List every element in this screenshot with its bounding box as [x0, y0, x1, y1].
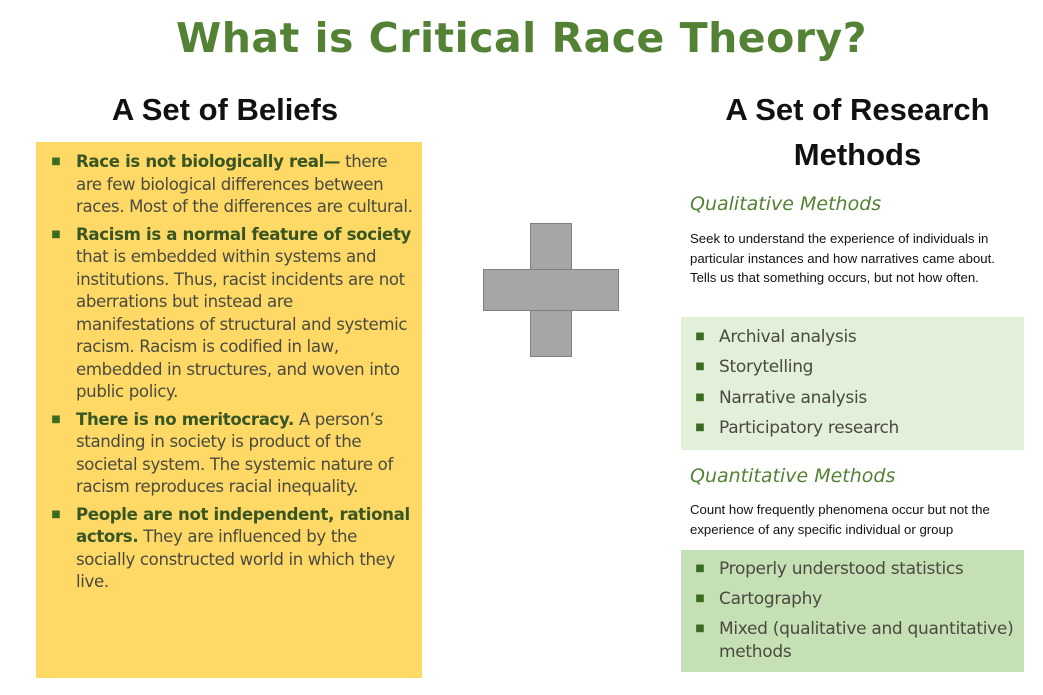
belief-item — [36, 409, 414, 499]
belief-emphasis: Race is not biologically real— — [76, 152, 341, 171]
method-label: Storytelling — [719, 357, 814, 378]
list-item — [681, 326, 1024, 349]
plus-icon-center — [531, 270, 571, 310]
belief-body: that is embedded within systems and institutions. Thus, racist incidents are not aberrations but instead are manifestations of structural and systemic racism. Racism is codified in law, embedded in structures, and woven into public policy. — [76, 247, 408, 401]
methods-heading: A Set of Research Methods — [725, 92, 990, 172]
belief-text — [76, 224, 414, 404]
list-item — [681, 417, 1024, 440]
list-item — [681, 387, 1024, 410]
belief-body: They are influenced by the socially constructed world in which they live. — [76, 527, 395, 591]
belief-body: there are few biological differences between races. Most of the differences are cultural. — [76, 152, 413, 216]
method-label: Participatory research — [719, 417, 900, 438]
square-bullet-icon: ■ — [51, 156, 61, 167]
belief-item — [36, 151, 414, 219]
method-label: Properly understood statistics — [719, 559, 964, 579]
belief-text — [76, 151, 414, 219]
list-item — [681, 356, 1024, 379]
square-bullet-icon: ■ — [695, 623, 705, 634]
page-title: What is Critical Race Theory? — [176, 14, 867, 62]
belief-text — [76, 409, 414, 499]
qualitative-methods-box — [681, 317, 1024, 450]
method-label: Mixed (qualitative and quantitative) methods — [719, 619, 1014, 662]
square-bullet-icon: ■ — [695, 391, 705, 403]
qualitative-heading: Qualitative Methods — [690, 193, 882, 215]
belief-item — [36, 504, 414, 594]
square-bullet-icon: ■ — [695, 563, 705, 574]
square-bullet-icon: ■ — [51, 228, 61, 240]
method-label: Narrative analysis — [719, 387, 867, 408]
square-bullet-icon: ■ — [695, 331, 705, 342]
belief-emphasis: Racism is a normal feature of society — [76, 224, 411, 244]
quantitative-description: Count how frequently phenomena occur but not the experience of any specific individual or group — [690, 502, 990, 537]
square-bullet-icon: ■ — [695, 361, 705, 373]
list-item — [681, 588, 1024, 611]
quantitative-heading: Quantitative Methods — [690, 465, 896, 487]
belief-body: A person’s standing in society is product of the societal system. The systemic nature of racism reproduces racial inequality. — [76, 409, 393, 496]
square-bullet-icon: ■ — [51, 508, 61, 520]
belief-emphasis: There is no meritocracy. — [76, 409, 294, 429]
beliefs-heading: A Set of Beliefs — [111, 92, 339, 127]
square-bullet-icon: ■ — [695, 593, 705, 604]
square-bullet-icon: ■ — [695, 421, 705, 433]
belief-emphasis: People are not independent, rational actors. — [76, 504, 410, 546]
method-label: Archival analysis — [719, 327, 857, 347]
list-item — [681, 618, 1024, 663]
method-label: Cartography — [719, 589, 822, 609]
list-item — [681, 558, 1024, 581]
belief-text — [76, 504, 414, 594]
beliefs-box — [36, 142, 422, 678]
qualitative-description: Seek to understand the experience of individuals in particular instances and how narratives came about. Tells us that something occurs, but not how often. — [690, 231, 995, 285]
belief-item — [36, 224, 414, 404]
quantitative-methods-box — [681, 550, 1024, 672]
square-bullet-icon: ■ — [51, 413, 61, 425]
